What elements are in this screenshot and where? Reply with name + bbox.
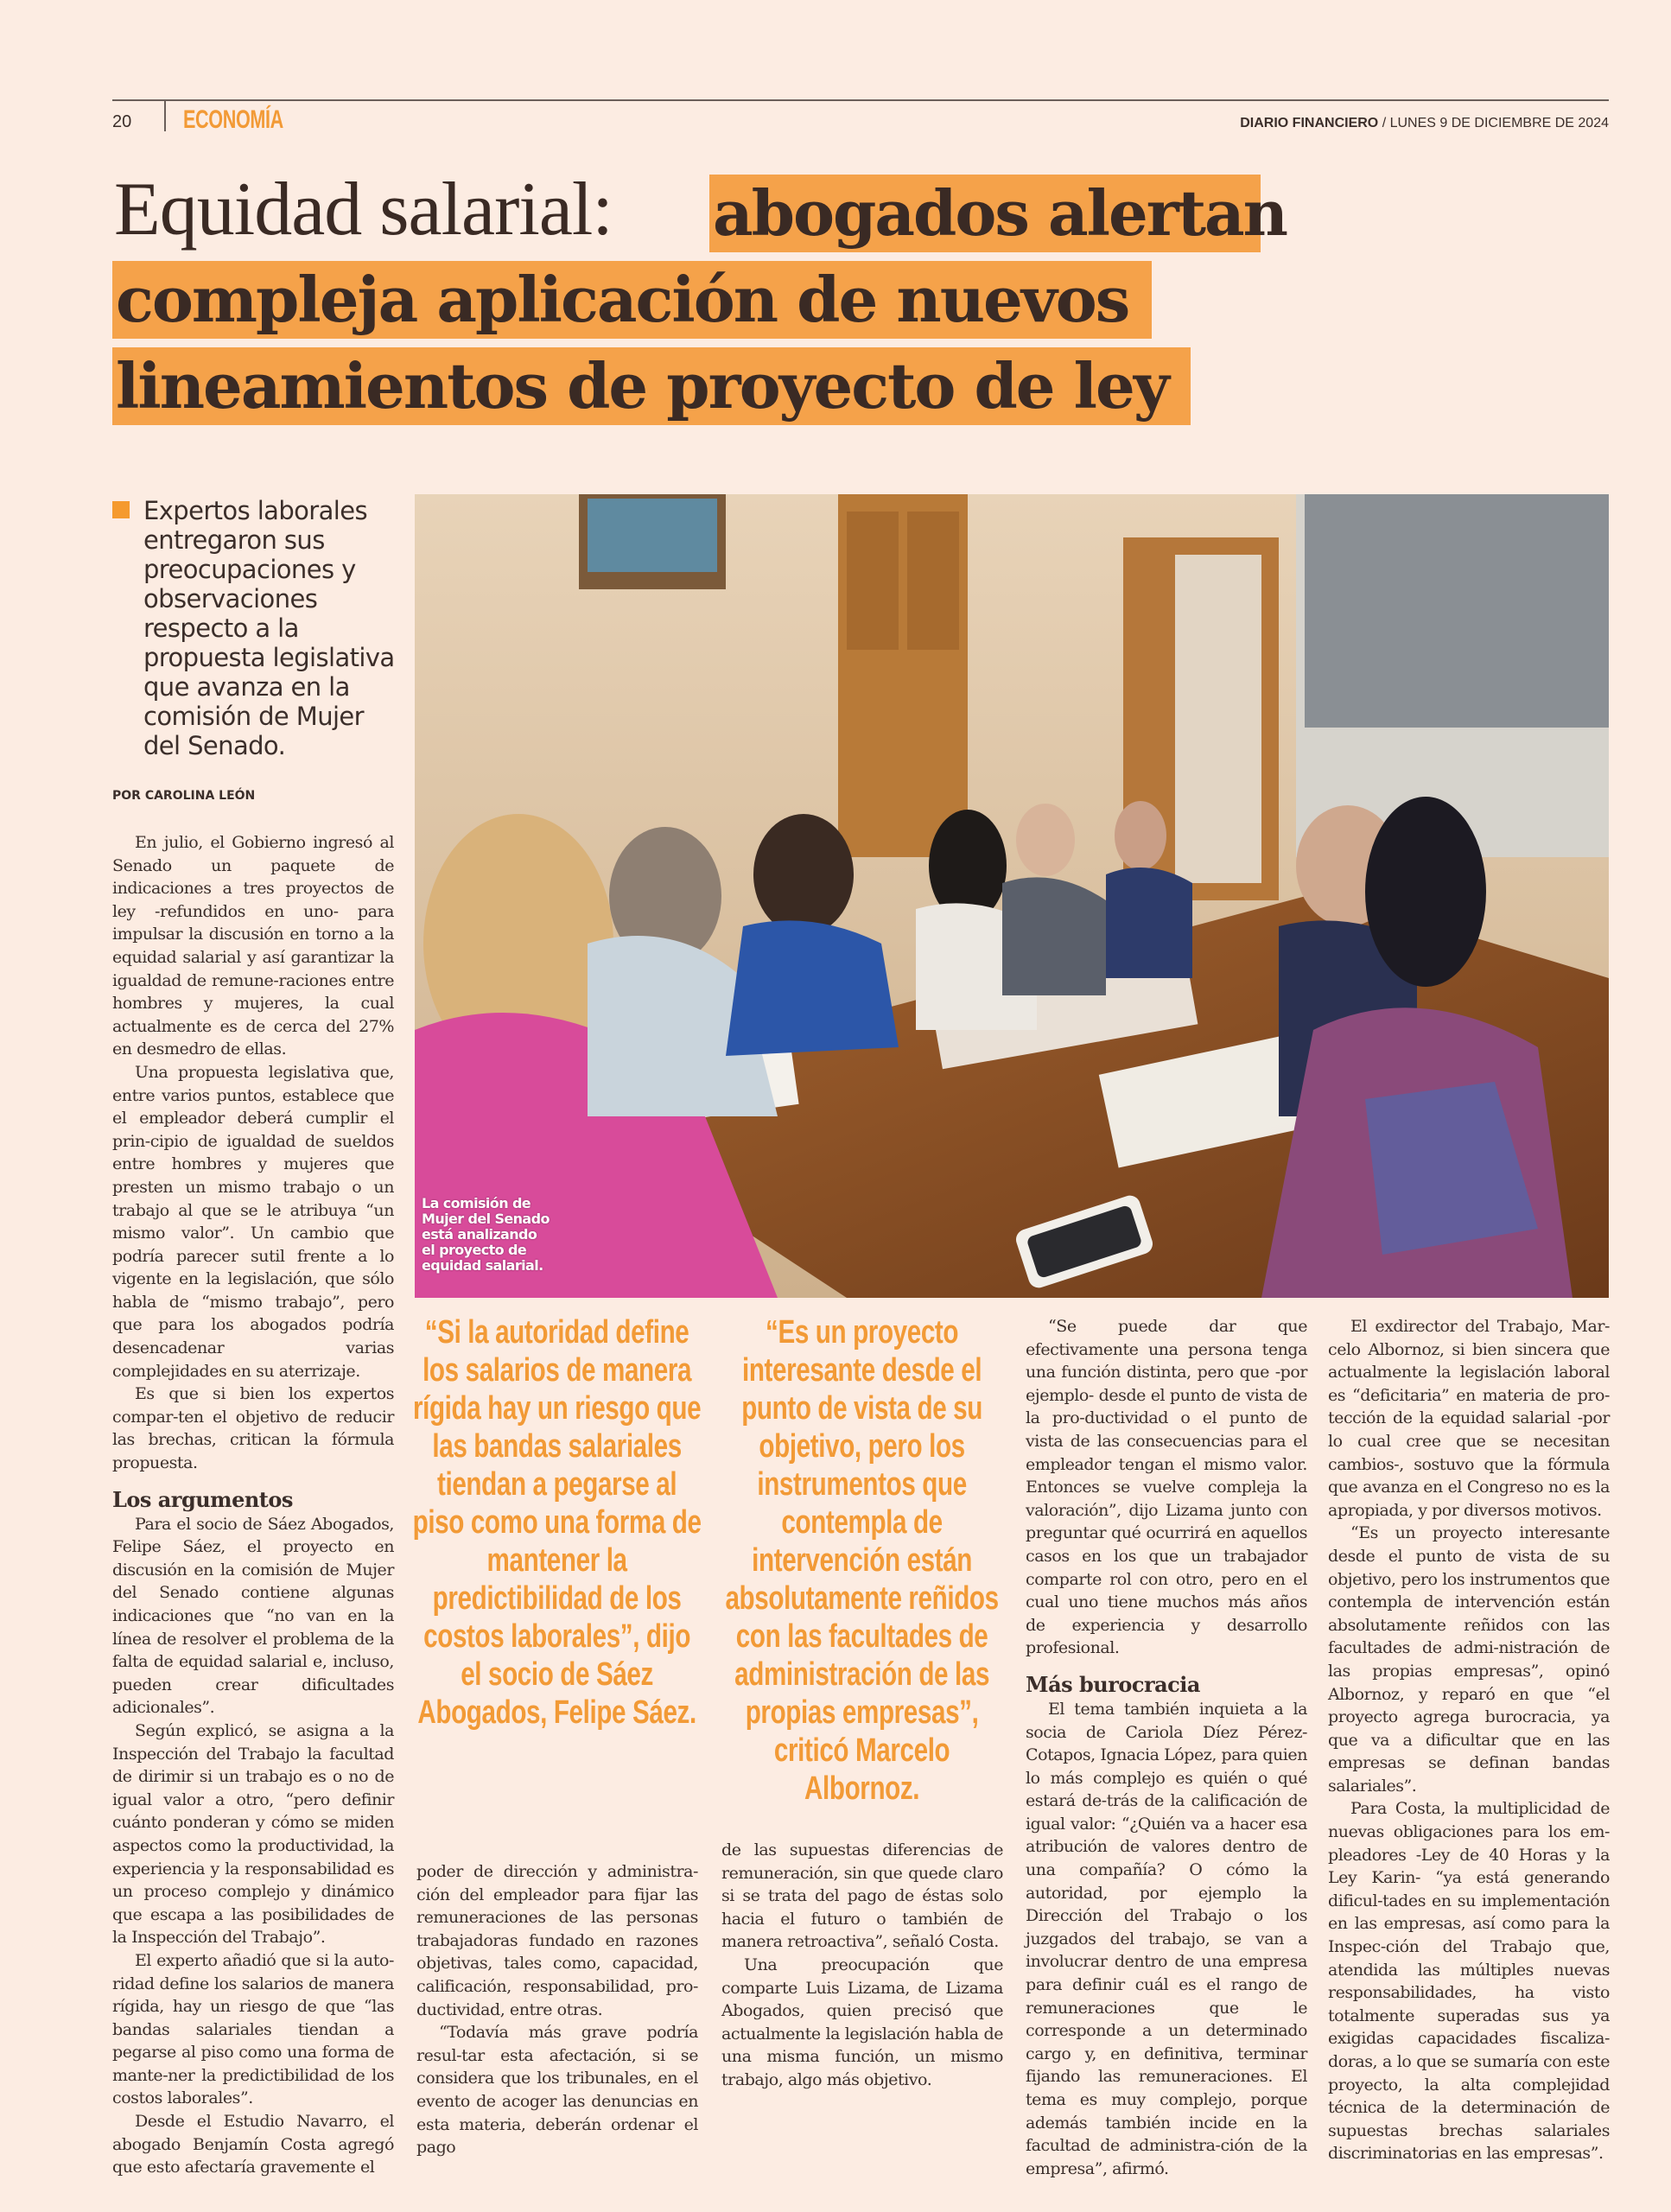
subhead-mas-burocracia: Más burocracia — [1026, 1671, 1200, 1697]
body-paragraph: Según explicó, se asigna a la Inspección del Trabajo la facultad de dirimir si un trabajo es o no de igual valor a otro, “pero definir cuánto ponderan y cómo se miden aspectos como la productividad, la experiencia y la responsabilidad es un proceso complejo y dinámico que escapa a las posibilidades de la Inspección del Trabajo”. — [112, 1720, 394, 1948]
lead-deck — [112, 496, 406, 760]
meeting-photo — [415, 494, 1609, 1298]
publication-dateline — [1240, 116, 1609, 131]
body-paragraph: Una preocupación que comparte Luis Lizama, de Lizama Abogados, quien precisó que actualmente la legislación habla de una misma función, un mismo trabajo, algo más objetivo. — [721, 1955, 1003, 2089]
top-rule — [112, 99, 1609, 101]
body-paragraph: El experto añadió que si la auto-ridad define los salarios de manera rígida, hay un riesgo de que “las bandas salariales tiendan a pegarse al piso como una forma de mante-ner la predictibilidad de los costos laborales”. — [112, 1950, 394, 2108]
body-paragraph: Para el socio de Sáez Abogados, Felipe Sáez, el proyecto en discusión en la comisión de Mujer del Senado contiene algunas indicaciones que “no van en la línea de resolver el problema de la falta de equidad salarial e, incluso, pueden crear dificultades adicionales”. — [112, 1514, 394, 1718]
body-paragraph: Es que si bien los expertos compar-ten el objetivo de reducir las brechas, critican la fórmula propuesta. — [112, 1384, 394, 1473]
body-paragraph: En julio, el Gobierno ingresó al Senado un paquete de indicaciones a tres proyectos de ley -refundidos en uno- para impulsar la discusión en torno a la equidad salarial y así garantizar la igualdad de remune-raciones entre hombres y mujeres, la cual actualmente es de cerca del 27% en desmedro de ellas. — [112, 833, 394, 1059]
headline-light: Equidad salarial: — [114, 168, 613, 251]
body-paragraph: poder de dirección y administra-ción del empleador para fijar las remuneraciones de las personas trabajadoras fundado en razones objetivas, tales como, capacidad, calificación, responsabilidad, pro-ductividad, entre otras. — [416, 1862, 698, 2019]
body-paragraph: El tema también inquieta a la socia de Cariola Díez Pérez-Cotapos, Ignacia López, para quien lo más complejo es quién o qué estará de-trás de la calificación de igual valor: “¿Quién va a hacer esa atribución de valores dentro de una compañía? O cómo la autoridad, por ejemplo la Dirección del Trabajo o los juzgados del trabajo, se van a involucrar dentro de una empresa para definir cuál es el rango de remuneraciones que le corresponde a un determinado cargo y, en definitiva, terminar fijando las remuneraciones. El tema es muy complejo, porque además también incide en la facultad de administra-ción de la empresa”, afirmó. — [1026, 1699, 1307, 2178]
body-paragraph: Para Costa, la multiplicidad de nuevas obligaciones para los em-pleadores -Ley de 40 Horas y la Ley Karin- “ya está generando dificul-tades en su implementación en las empresas, así como para la Inspec-ción del Trabajo que, atendida las múltiples nuevas responsabilidades, ha visto totalmente superadas sus ya exigidas capacidades fiscaliza-doras, a lo que se sumaría con este proyecto, la alta complejidad técnica de la determinación de supuestas brechas salariales discriminatorias en las empresas”. — [1328, 1799, 1610, 2164]
headline-line-2-highlight: compleja aplicación de nuevos — [112, 261, 1152, 339]
publication-date: / LUNES 9 DE DICIEMBRE DE 2024 — [1382, 116, 1609, 130]
pull-quote-text: “Si la autoridad define los salarios de manera rígida hay un riesgo que las bandas salariales tiendan a pegarse al piso como una forma de mantener la predictibilidad de los costos laborales”, dijo el socio de Sáez Abogados, Felipe Sáez. — [413, 1314, 702, 1731]
headline — [112, 169, 1495, 429]
page-number: 20 — [112, 112, 132, 131]
orange-square-bullet-icon — [112, 501, 130, 518]
body-paragraph: Una propuesta legislativa que, entre varios puntos, establece que el empleador deberá cumplir el prin-cipio de igualdad de sueldos entre hombres y mujeres que presten un mismo trabajo o un trabajo al que se le atribuya “un mismo valor”. Un cambio que podría parecer sutil frente a lo vigente en la legislación, que sólo habla de “mismo trabajo”, pero que para los abogados podría desencadenar varias complejidades en su aterrizaje. — [112, 1062, 394, 1381]
body-paragraph: “Todavía más grave podría resul-tar esta afectación, si se considera que los tribunales, en el evento de acoger las denuncias en esta materia, deberán ordenar el pago — [416, 2023, 698, 2158]
body-column-5 — [1328, 1315, 1610, 2165]
header-divider — [164, 100, 166, 131]
headline-line-3-highlight: lineamientos de proyecto de ley — [112, 347, 1191, 425]
subhead-los-argumentos: Los argumentos — [112, 1486, 293, 1512]
body-column-4 — [1026, 1315, 1307, 2180]
pull-quote-saez — [410, 1313, 704, 1732]
body-paragraph: “Se puede dar que efectivamente una persona tenga una función distinta, pero que -por ejemplo- desde el punto de vista de la pro-ductividad o el punto de vista de las consecuencias para el empleador tengan el mismo valor. Entonces se vuelve compleja la valoración”, dijo Lizama junto con preguntar qué ocurrirá en aquellos casos en los que un trabajador comparte rol con otro, pero en el cual uno tiene muchos más años de experiencia y desarrollo profesional. — [1026, 1317, 1307, 1658]
body-column-3 — [721, 1839, 1003, 2092]
body-paragraph: El exdirector del Trabajo, Mar-celo Albornoz, si bien sincera que actualmente la legislación laboral es “deficitaria” en materia de pro-tección de la equidad salarial -por lo cual cree que se necesitan cambios-, sostuvo que la fórmula que avanza en el Congreso no es la apropiada, y por diversos motivos. — [1328, 1317, 1610, 1520]
byline: POR CAROLINA LEÓN — [112, 789, 256, 803]
lead-text: Expertos laborales entregaron sus preocupaciones y observaciones respecto a la propuesta legislativa que avanza en la comisión de Mujer del Senado. — [143, 496, 395, 760]
publication-name: DIARIO FINANCIERO — [1240, 116, 1379, 130]
pull-quote-albornoz — [715, 1313, 1009, 1808]
meeting-photo-illustration — [415, 494, 1609, 1298]
body-paragraph: “Es un proyecto interesante desde el punto de vista de su objetivo, pero los instrumentos que contempla de intervención están absolutamente reñidos con las facultades de admi-nistración de las propias empresas”, opinó Albornoz, y reparó en que “el proyecto agrega burocracia, ya que va a dificultar que en las empresas se definan bandas salariales”. — [1328, 1523, 1610, 1796]
photo-caption: La comisión de Mujer del Senado está analizando el proyecto de equidad salarial. — [422, 1195, 550, 1274]
body-paragraph: Desde el Estudio Navarro, el abogado Benjamín Costa agregó que esto afectaría gravemente el — [112, 2112, 394, 2177]
headline-line-1-highlight: abogados alertan — [709, 175, 1261, 252]
pull-quote-text: “Es un proyecto interesante desde el punto de vista de su objetivo, pero los instrumentos que contempla de intervención están absolutamente reñidos con las facultades de administración de las propias empresas”, criticó Marcelo Albornoz. — [725, 1314, 1000, 1807]
body-column-2 — [416, 1860, 698, 2159]
body-paragraph: de las supuestas diferencias de remuneración, sin que quede claro si se trata del pago de éstas solo hacia el futuro o también de manera retroactiva”, señaló Costa. — [721, 1840, 1003, 1952]
section-label: ECONOMÍA — [183, 105, 283, 134]
body-column-1 — [112, 831, 394, 2179]
